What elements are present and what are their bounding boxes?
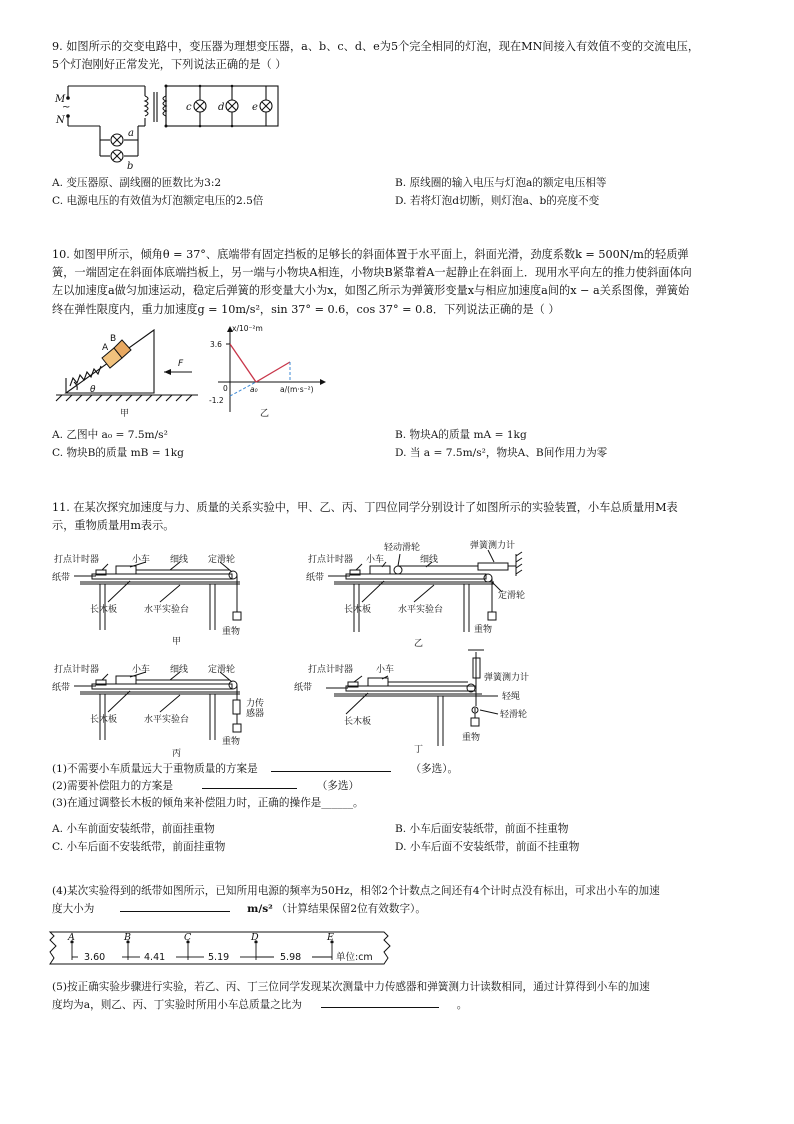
caption-yi: 乙 <box>414 639 424 649</box>
ding-timer-label: 打点计时器 <box>308 665 354 675</box>
q11-stem-line1: 11. 在某次探究加速度与力、质量的关系实验中，甲、乙、丙、丁四位同学分别设计了如图所示的实验装置，小车总质量用M表 <box>52 501 678 514</box>
jia-timer-label: 打点计时器 <box>54 555 100 565</box>
label-theta: θ <box>90 385 96 395</box>
yi-moving-pulley-label: 轻动滑轮 <box>384 543 421 553</box>
tape-gap-de: 5.98 <box>280 952 302 963</box>
yi-y-axis-label: x/10⁻²m <box>232 324 263 333</box>
bing-timer-label: 打点计时器 <box>54 665 100 675</box>
bing-sensor-label-1: 力传 <box>246 699 265 709</box>
q11-sub4-tail: （计算结果保留2位有效数字）。 <box>276 903 426 915</box>
label-d: d <box>218 102 225 113</box>
q11-figure-ding <box>286 646 566 754</box>
tape-point-d: D <box>251 932 259 943</box>
jia-table-label: 水平实验台 <box>144 605 190 615</box>
label-M: M <box>55 94 66 105</box>
yi-tape-label: 纸带 <box>306 573 325 583</box>
yi-cart-label: 小车 <box>366 555 385 565</box>
caption-jia: 甲 <box>120 409 130 419</box>
q11-stem-line2: 示，重物质量用m表示。 <box>52 519 175 532</box>
ding-tape-label: 纸带 <box>294 683 313 693</box>
label-block-b: B <box>110 334 117 344</box>
q9-option-b[interactable]: B. 原线圈的输入电压与灯泡a的额定电压相等 <box>395 177 607 189</box>
q10-stem-line3: 左以加速度a做匀加速运动，稳定后弹簧的形变量大小为x，如图乙所示为弹簧形变量x与相应加速度a间的x − a关系图像，弹簧始 <box>52 284 690 297</box>
q11-sub4-text: 度大小为 <box>52 903 95 915</box>
q11-option-a[interactable]: A. 小车前面安装纸带，前面挂重物 <box>52 823 215 835</box>
yi-a0-tick: a₀ <box>250 385 258 394</box>
ding-spring-scale-label: 弹簧测力计 <box>484 673 530 683</box>
yi-origin: 0 <box>223 384 228 393</box>
label-N: N <box>56 115 65 126</box>
bing-board-label: 长木板 <box>90 715 118 725</box>
caption-jia: 甲 <box>172 637 182 647</box>
q9-circuit-diagram <box>50 78 290 170</box>
q9-stem-line1: 9. 如图所示的交变电路中，变压器为理想变压器，a、b、c、d、e为5个完全相同的灯泡，现在MN间接入有效值不变的交流电压， <box>52 40 700 53</box>
label-c: c <box>186 102 192 113</box>
yi-x-axis-label: a/(m·s⁻²) <box>280 385 314 394</box>
label-force-f: F <box>178 359 184 369</box>
q11-figure-jia <box>50 550 250 650</box>
bing-tape-label: 纸带 <box>52 683 71 693</box>
q11-sub5-text: 度均为a，则乙、丙、丁实验时所用小车总质量之比为 <box>52 999 302 1011</box>
caption-yi: 乙 <box>260 409 270 419</box>
q11-sub1-answer-blank[interactable] <box>271 771 391 772</box>
q10-stem-line4: 终在弹性限度内，重力加速度g = 10m/s²，sin 37° = 0.6，cos 37° = 0.8．下列说法正确的是（ ） <box>52 303 560 316</box>
q10-option-d[interactable]: D. 当 a = 7.5m/s²，物块A、B间作用力为零 <box>395 447 608 459</box>
q11-sub4-answer-blank[interactable] <box>120 911 230 912</box>
yi-timer-label: 打点计时器 <box>308 555 354 565</box>
q11-sub2 <box>52 779 359 794</box>
yi-pulley-label: 定滑轮 <box>498 591 526 601</box>
label-a: a <box>128 128 134 139</box>
bing-cart-label: 小车 <box>132 665 151 675</box>
yi-string-label: 细线 <box>420 555 439 565</box>
yi-y-top-tick: 3.6 <box>210 340 222 349</box>
q10-stem-line1: 10. 如图甲所示，倾角θ = 37°、底端带有固定挡板的足够长的斜面体置于水平面上，斜面光滑，劲度系数k = 500N/m的轻质弹 <box>52 248 689 261</box>
yi-y-bottom-tick: -1.2 <box>209 396 224 405</box>
tape-gap-ab: 3.60 <box>84 952 106 963</box>
ding-cart-label: 小车 <box>376 665 395 675</box>
q11-sub4-unit: m/s² <box>247 903 273 915</box>
q11-sub1 <box>52 762 458 777</box>
tape-gap-bc: 4.41 <box>144 952 166 963</box>
bing-weight-label: 重物 <box>222 737 241 747</box>
q11-figure-yi <box>302 540 532 652</box>
label-b: b <box>127 161 134 170</box>
caption-bing: 丙 <box>172 749 182 759</box>
q11-sub5-line1: (5)按正确实验步骤进行实验，若乙、丙、丁三位同学发现某次测量中力传感器和弹簧测力计读数相同，通过计算得到小车的加速 <box>52 981 650 993</box>
q9-option-d[interactable]: D. 若将灯泡d切断，则灯泡a、b的亮度不变 <box>395 195 600 207</box>
q9-option-c[interactable]: C. 电源电压的有效值为灯泡额定电压的2.5倍 <box>52 195 264 207</box>
bing-string-label: 细线 <box>170 665 189 675</box>
label-tilde: ~ <box>62 102 71 113</box>
q11-sub1-text: (1)不需要小车质量远大于重物质量的方案是 <box>52 763 258 775</box>
q11-sub2-tail: （多选） <box>316 780 360 792</box>
q10-figure-yi <box>200 322 330 422</box>
q10-figure-jia <box>52 320 202 422</box>
ding-light-rope-label: 轻绳 <box>502 692 521 702</box>
q11-sub5-tail: 。 <box>456 999 468 1011</box>
jia-string-label: 细线 <box>170 555 189 565</box>
label-e: e <box>252 102 258 113</box>
ding-light-pulley-label: 轻滑轮 <box>500 710 528 720</box>
jia-weight-label: 重物 <box>222 627 241 637</box>
q11-sub1-tail: （多选）。 <box>410 763 459 775</box>
q11-option-c[interactable]: C. 小车后面不安装纸带，前面挂重物 <box>52 841 226 853</box>
yi-weight-label: 重物 <box>474 625 493 635</box>
jia-cart-label: 小车 <box>132 555 151 565</box>
tape-point-b: B <box>124 932 131 943</box>
q10-option-a[interactable]: A. 乙图中 a₀ = 7.5m/s² <box>52 429 168 441</box>
bing-table-label: 水平实验台 <box>144 715 190 725</box>
q9-stem-line2: 5个灯泡刚好正常发光，下列说法正确的是（ ） <box>52 58 287 71</box>
tape-point-a: A <box>68 932 75 943</box>
bing-pulley-label: 定滑轮 <box>208 665 236 675</box>
jia-board-label: 长木板 <box>90 605 118 615</box>
tape-point-e: E <box>327 932 334 943</box>
jia-pulley-label: 定滑轮 <box>208 555 236 565</box>
q11-sub2-answer-blank[interactable] <box>202 788 297 789</box>
q11-sub5-line2 <box>52 998 467 1013</box>
q11-sub4-line1: (4)某次实验得到的纸带如图所示，已知所用电源的频率为50Hz，相邻2个计数点之间还有4个计时点没有标出，可求出小车的加速 <box>52 885 660 897</box>
yi-table-label: 水平实验台 <box>398 605 444 615</box>
ding-board-label: 长木板 <box>344 717 372 727</box>
jia-tape-label: 纸带 <box>52 573 71 583</box>
tape-unit: 单位:cm <box>336 952 373 963</box>
label-block-a: A <box>102 343 109 353</box>
tape-gap-cd: 5.19 <box>208 952 230 963</box>
yi-board-label: 长木板 <box>344 605 372 615</box>
q11-figure-bing <box>50 660 270 760</box>
caption-ding: 丁 <box>414 745 424 754</box>
q9-option-a[interactable]: A. 变压器原、副线圈的匝数比为3:2 <box>52 177 222 189</box>
q10-option-b[interactable]: B. 物块A的质量 mA = 1kg <box>395 429 527 441</box>
q10-stem-line2: 簧，一端固定在斜面体底端挡板上，另一端与小物块A相连，小物块B紧靠着A一起静止在斜面上．现用水平向左的推力使斜面体向 <box>52 266 692 279</box>
tape-point-c: C <box>184 932 192 943</box>
q10-option-c[interactable]: C. 物块B的质量 mB = 1kg <box>52 447 184 459</box>
yi-spring-scale-label: 弹簧测力计 <box>470 541 516 551</box>
q11-sub4-line2 <box>52 902 426 917</box>
q11-paper-tape <box>46 926 396 970</box>
q11-option-d[interactable]: D. 小车后面不安装纸带，前面不挂重物 <box>395 841 580 853</box>
q11-sub2-text: (2)需要补偿阻力的方案是 <box>52 780 173 792</box>
q11-sub5-answer-blank[interactable] <box>321 1007 439 1008</box>
q11-option-b[interactable]: B. 小车后面安装纸带，前面不挂重物 <box>395 823 569 835</box>
ding-weight-label: 重物 <box>462 733 481 743</box>
q11-sub3-text: (3)在通过调整长木板的倾角来补偿阻力时，正确的操作是______。 <box>52 797 364 809</box>
bing-sensor-label-2: 感器 <box>246 709 265 719</box>
